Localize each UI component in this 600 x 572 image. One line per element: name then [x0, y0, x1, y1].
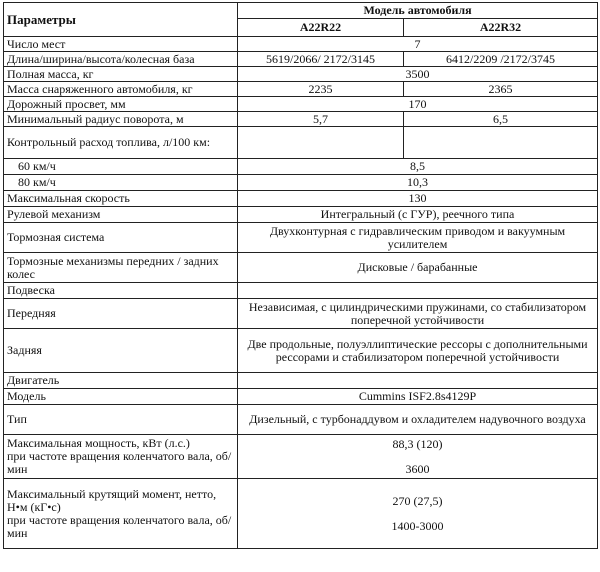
- row-label: Масса снаряженного автомобиля, кг: [4, 82, 238, 97]
- section-row: [4, 373, 598, 389]
- power-rpm-label: при частоте вращения коленчатого вала, об/мин: [7, 449, 232, 476]
- row-value: 3500: [238, 67, 598, 82]
- header-variant-b: A22R32: [404, 19, 598, 37]
- section-label: Двигатель: [4, 373, 238, 389]
- row-label: Дорожный просвет, мм: [4, 97, 238, 112]
- table-row: [4, 389, 598, 405]
- row-label: 80 км/ч: [4, 175, 238, 191]
- table-row: [4, 52, 598, 67]
- header-variant-a: A22R22: [238, 19, 404, 37]
- row-label: Максимальная скорость: [4, 191, 238, 207]
- table-row: [4, 223, 598, 253]
- row-value-b: 6412/2209 /2172/3745: [404, 52, 598, 67]
- table-row: [4, 37, 598, 52]
- row-value-b: 2365: [404, 82, 598, 97]
- row-label: Рулевой механизм: [4, 207, 238, 223]
- row-label: Модель: [4, 389, 238, 405]
- torque-label: Максимальный крутящий момент, нетто, Н•м (кГ•с): [7, 486, 217, 514]
- row-value: 8,5: [238, 159, 598, 175]
- table-row: [4, 127, 598, 159]
- torque-rpm-value: 1400-3000: [391, 518, 444, 533]
- table-row: [4, 159, 598, 175]
- row-value: Две продольные, полуэллиптические рессоры с дополнительными рессорами и стабилизатором поперечной устойчивости: [238, 329, 598, 373]
- section-label: Подвеска: [4, 283, 238, 299]
- row-value: Двухконтурная с гидравлическим приводом и вакуумным усилителем: [238, 223, 598, 253]
- row-value: Дизельный, с турбонаддувом и охладителем надувочного воздуха: [238, 405, 598, 435]
- power-label: Максимальная мощность, кВт (л.с.): [7, 436, 190, 450]
- row-label: 60 км/ч: [4, 159, 238, 175]
- row-value: Дисковые / барабанные: [238, 253, 598, 283]
- row-value-empty-b: [404, 127, 598, 159]
- row-value: 10,3: [238, 175, 598, 191]
- torque-value: 270 (27,5): [392, 493, 443, 508]
- row-value: 7: [238, 37, 598, 52]
- section-empty: [238, 373, 598, 389]
- row-label: Полная масса, кг: [4, 67, 238, 82]
- row-value: 170: [238, 97, 598, 112]
- row-value-b: 6,5: [404, 112, 598, 127]
- row-value-a: 5,7: [238, 112, 404, 127]
- table-row: [4, 191, 598, 207]
- row-value-a: 5619/2066/ 2172/3145: [238, 52, 404, 67]
- table-row: [4, 405, 598, 435]
- header-row-1: [4, 3, 598, 19]
- table-row: [4, 175, 598, 191]
- header-model-cell: Модель автомобиля: [238, 3, 598, 19]
- row-label: [4, 435, 238, 479]
- row-value-empty-a: [238, 127, 404, 159]
- table-row: [4, 435, 598, 479]
- row-label: Тормозная система: [4, 223, 238, 253]
- power-value: 88,3 (120): [392, 436, 443, 451]
- power-rpm-value: 3600: [405, 461, 430, 476]
- row-label: Число мест: [4, 37, 238, 52]
- torque-rpm-label: при частоте вращения коленчатого вала, об/мин: [7, 512, 232, 540]
- row-label: Контрольный расход топлива, л/100 км:: [4, 127, 238, 159]
- table-row: [4, 253, 598, 283]
- table-row: [4, 112, 598, 127]
- header-param-cell: Параметры: [4, 3, 238, 37]
- table-row: [4, 67, 598, 82]
- row-label: Тормозные механизмы передних / задних колес: [4, 253, 238, 283]
- row-value: 130: [238, 191, 598, 207]
- section-row: [4, 283, 598, 299]
- row-label: [4, 479, 238, 549]
- table-row: [4, 479, 598, 549]
- table-row: [4, 207, 598, 223]
- spec-table: [3, 2, 598, 549]
- row-value: [238, 479, 598, 549]
- row-label: Тип: [4, 405, 238, 435]
- row-label: Минимальный радиус поворота, м: [4, 112, 238, 127]
- row-value-a: 2235: [238, 82, 404, 97]
- table-row: [4, 97, 598, 112]
- row-value: Интегральный (с ГУР), реечного типа: [238, 207, 598, 223]
- row-value: Cummins ISF2.8s4129P: [238, 389, 598, 405]
- row-label: Задняя: [4, 329, 238, 373]
- table-row: [4, 299, 598, 329]
- table-row: [4, 329, 598, 373]
- row-label: Передняя: [4, 299, 238, 329]
- row-value: [238, 435, 598, 479]
- row-value: Независимая, с цилиндрическими пружинами, со стабилизатором поперечной устойчивости: [238, 299, 598, 329]
- row-label: Длина/ширина/высота/колесная база: [4, 52, 238, 67]
- table-row: [4, 82, 598, 97]
- section-empty: [238, 283, 598, 299]
